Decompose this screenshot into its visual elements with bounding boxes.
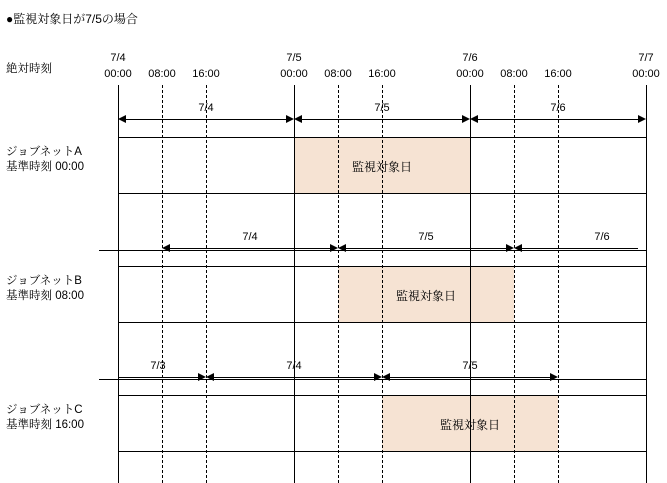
target-day-label-a: 監視対象日 xyxy=(351,160,412,174)
axis-time-label: 16:00 xyxy=(192,68,220,80)
arrow-head-right-icon xyxy=(550,373,558,381)
arrow-head-left-icon xyxy=(294,115,302,123)
axis-date-label: 7/5 xyxy=(286,52,302,64)
row-separator xyxy=(118,193,647,194)
span-line-c3 xyxy=(390,377,550,378)
target-day-label-c: 監視対象日 xyxy=(439,418,500,432)
row-separator xyxy=(118,395,647,396)
arrow-head-right-icon xyxy=(374,373,382,381)
span-label-c2: 7/4 xyxy=(286,360,302,372)
row-separator xyxy=(118,266,647,267)
grid-line-dashed xyxy=(162,85,163,483)
span-line-a1 xyxy=(126,119,286,120)
arrow-head-right-icon xyxy=(462,115,470,123)
jobnet-b-name: ジョブネットB xyxy=(6,275,82,287)
arrow-head-right-icon xyxy=(198,373,206,381)
axis-date-label: 7/6 xyxy=(462,52,478,64)
span-line-a3 xyxy=(478,119,638,120)
span-line-b2 xyxy=(346,248,506,249)
jobnet-c-name: ジョブネットC xyxy=(6,404,83,416)
arrow-head-left-icon xyxy=(514,244,522,252)
arrow-head-left-icon xyxy=(470,115,478,123)
span-label-c3: 7/5 xyxy=(462,360,478,372)
axis-date-label: 7/7 xyxy=(638,52,654,64)
axis-time-label: 08:00 xyxy=(500,68,528,80)
span-line-a2 xyxy=(302,119,462,120)
axis-time-label: 00:00 xyxy=(104,68,132,80)
span-label-b3: 7/6 xyxy=(594,231,610,243)
row-separator xyxy=(118,137,647,138)
row-separator xyxy=(99,379,647,380)
row-separator xyxy=(118,451,647,452)
target-day-label-b: 監視対象日 xyxy=(395,289,456,303)
jobnet-a-base-time: 基準時刻 00:00 xyxy=(6,161,84,173)
arrow-head-left-icon xyxy=(206,373,214,381)
arrow-head-left-icon xyxy=(162,244,170,252)
grid-line-solid xyxy=(294,85,295,483)
axis-time-label: 08:00 xyxy=(324,68,352,80)
jobnet-c-base-time: 基準時刻 16:00 xyxy=(6,419,84,431)
span-line-c1 xyxy=(118,377,198,378)
grid-line-dashed xyxy=(206,85,207,483)
span-label-a3: 7/6 xyxy=(550,102,566,114)
span-line-b3 xyxy=(522,248,638,249)
span-label-c1: 7/3 xyxy=(150,360,166,372)
row-separator xyxy=(99,250,647,251)
span-label-b2: 7/5 xyxy=(418,231,434,243)
arrow-head-right-icon xyxy=(330,244,338,252)
arrow-head-left-icon xyxy=(338,244,346,252)
grid-line-dashed xyxy=(558,85,559,483)
axis-time-label: 00:00 xyxy=(456,68,484,80)
arrow-head-right-icon xyxy=(286,115,294,123)
arrow-head-right-icon xyxy=(638,115,646,123)
axis-name: 絶対時刻 xyxy=(6,63,52,75)
arrow-head-left-icon xyxy=(118,115,126,123)
arrow-head-left-icon xyxy=(382,373,390,381)
page-title: ●監視対象日が7/5の場合 xyxy=(6,12,138,26)
span-label-a1: 7/4 xyxy=(198,102,214,114)
axis-time-label: 16:00 xyxy=(544,68,572,80)
span-line-c2 xyxy=(214,377,374,378)
axis-time-label: 00:00 xyxy=(280,68,308,80)
row-separator xyxy=(118,322,647,323)
grid-line-dashed xyxy=(338,85,339,483)
span-line-b1 xyxy=(170,248,330,249)
grid-line-solid xyxy=(646,85,647,483)
arrow-head-right-icon xyxy=(506,244,514,252)
axis-time-label: 16:00 xyxy=(368,68,396,80)
span-label-a2: 7/5 xyxy=(374,102,390,114)
grid-line-solid xyxy=(118,85,119,483)
axis-date-label: 7/4 xyxy=(110,52,126,64)
axis-time-label: 00:00 xyxy=(632,68,660,80)
jobnet-b-base-time: 基準時刻 08:00 xyxy=(6,290,84,302)
jobnet-a-name: ジョブネットA xyxy=(6,146,82,158)
span-label-b1: 7/4 xyxy=(242,231,258,243)
axis-time-label: 08:00 xyxy=(148,68,176,80)
